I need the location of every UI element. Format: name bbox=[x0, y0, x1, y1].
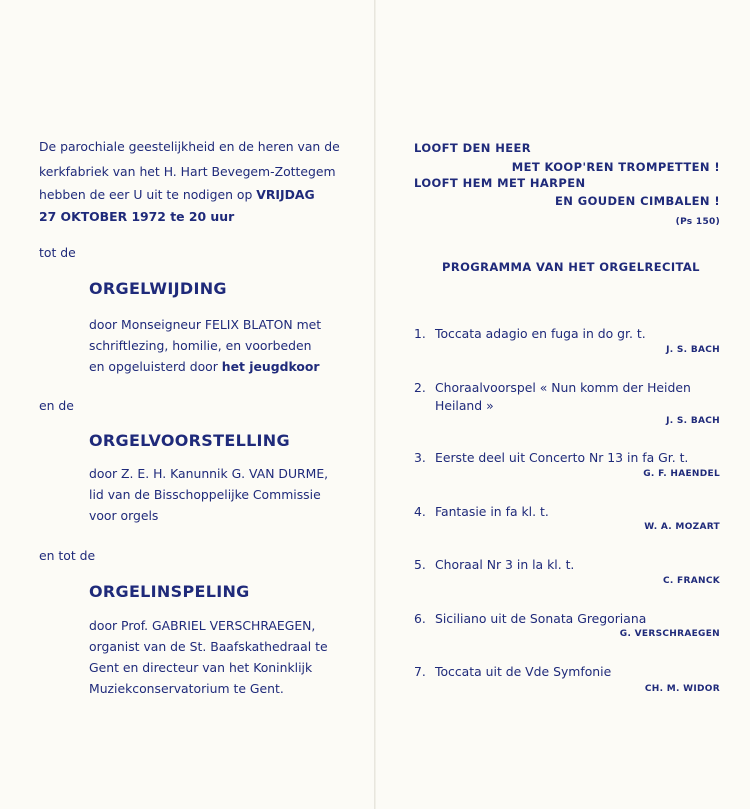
program-title: PROGRAMMA VAN HET ORGELRECITAL bbox=[442, 260, 700, 274]
program-item-number: 6. bbox=[414, 611, 426, 626]
program-item-number: 1. bbox=[414, 326, 426, 341]
section-heading-orgelwijding: ORGELWIJDING bbox=[89, 279, 227, 298]
psalm-line-2: MET KOOP'REN TROMPETTEN ! bbox=[511, 160, 720, 174]
program-item-composer: G. F. HAENDEL bbox=[643, 469, 720, 479]
psalm-line-4: EN GOUDEN CIMBALEN ! bbox=[555, 194, 720, 208]
program-item-title: Toccata adagio en fuga in do gr. t. bbox=[435, 326, 646, 341]
section-text-orgelvoorstelling: door Z. E. H. Kanunnik G. VAN DURME, lid van de Bisschoppelijke Commissie voor orgels bbox=[89, 466, 329, 523]
psalm-line-1: LOOFT DEN HEER bbox=[414, 141, 531, 155]
psalm-reference: (Ps 150) bbox=[675, 217, 720, 227]
event-date: 27 OKTOBER 1972 te 20 uur bbox=[39, 209, 235, 224]
section-text-orgelwijding: door Monseigneur FELIX BLATON met schriftlezing, homilie, en voorbeden en opgeluisterd door het jeugdkoor bbox=[89, 317, 322, 374]
program-item-composer: C. FRANCK bbox=[662, 576, 720, 586]
program-item-number: 2. bbox=[414, 380, 426, 395]
program-item-title: Fantasie in fa kl. t. bbox=[435, 504, 549, 519]
program-item-number: 5. bbox=[414, 557, 426, 572]
program-item-title: Siciliano uit de Sonata Gregoriana bbox=[435, 611, 647, 626]
connector-2: en de bbox=[39, 398, 74, 413]
section-heading-orgelvoorstelling: ORGELVOORSTELLING bbox=[89, 431, 290, 450]
program-item-number: 4. bbox=[414, 504, 426, 519]
intro-line-1: De parochiale geestelijkheid en de heren van de bbox=[39, 139, 340, 154]
program-item-number: 3. bbox=[414, 450, 426, 465]
section-text-orgelinspeling: door Prof. GABRIEL VERSCHRAEGEN, organist van de St. Baafskathedraal te Gent en directeur van het Koninklijk Muziekconservatorium te Gent. bbox=[89, 618, 328, 696]
intro-line-3: hebben de eer U uit te nodigen op VRIJDAG bbox=[39, 187, 315, 202]
program-item-title: Toccata uit de Vde Symfonie bbox=[435, 664, 612, 679]
jeugdkoor: het jeugdkoor bbox=[221, 359, 320, 374]
program-item-title: Eerste deel uit Concerto Nr 13 in fa Gr. t. bbox=[435, 450, 689, 465]
program-item-composer: J. S. BACH bbox=[666, 416, 720, 426]
program-item-composer: G. VERSCHRAEGEN bbox=[619, 629, 720, 639]
psalm-line-3: LOOFT HEM MET HARPEN bbox=[414, 176, 586, 190]
program-item-composer: W. A. MOZART bbox=[644, 522, 720, 532]
program-item-composer: J. S. BACH bbox=[666, 345, 720, 355]
connector-3: en tot de bbox=[39, 548, 96, 563]
event-day: VRIJDAG bbox=[256, 187, 315, 202]
intro-line-2: kerkfabriek van het H. Hart Bevegem-Zottegem bbox=[39, 164, 336, 179]
program-item-title: Choraalvoorspel « Nun komm der Heiden Heiland » bbox=[435, 380, 691, 413]
program-item-composer: CH. M. WIDOR bbox=[644, 684, 720, 694]
section-heading-orgelinspeling: ORGELINSPELING bbox=[89, 582, 250, 601]
program-item-number: 7. bbox=[414, 664, 426, 679]
fold-line bbox=[374, 0, 376, 809]
connector-1: tot de bbox=[39, 245, 76, 260]
program-item-title: Choraal Nr 3 in la kl. t. bbox=[435, 557, 575, 572]
